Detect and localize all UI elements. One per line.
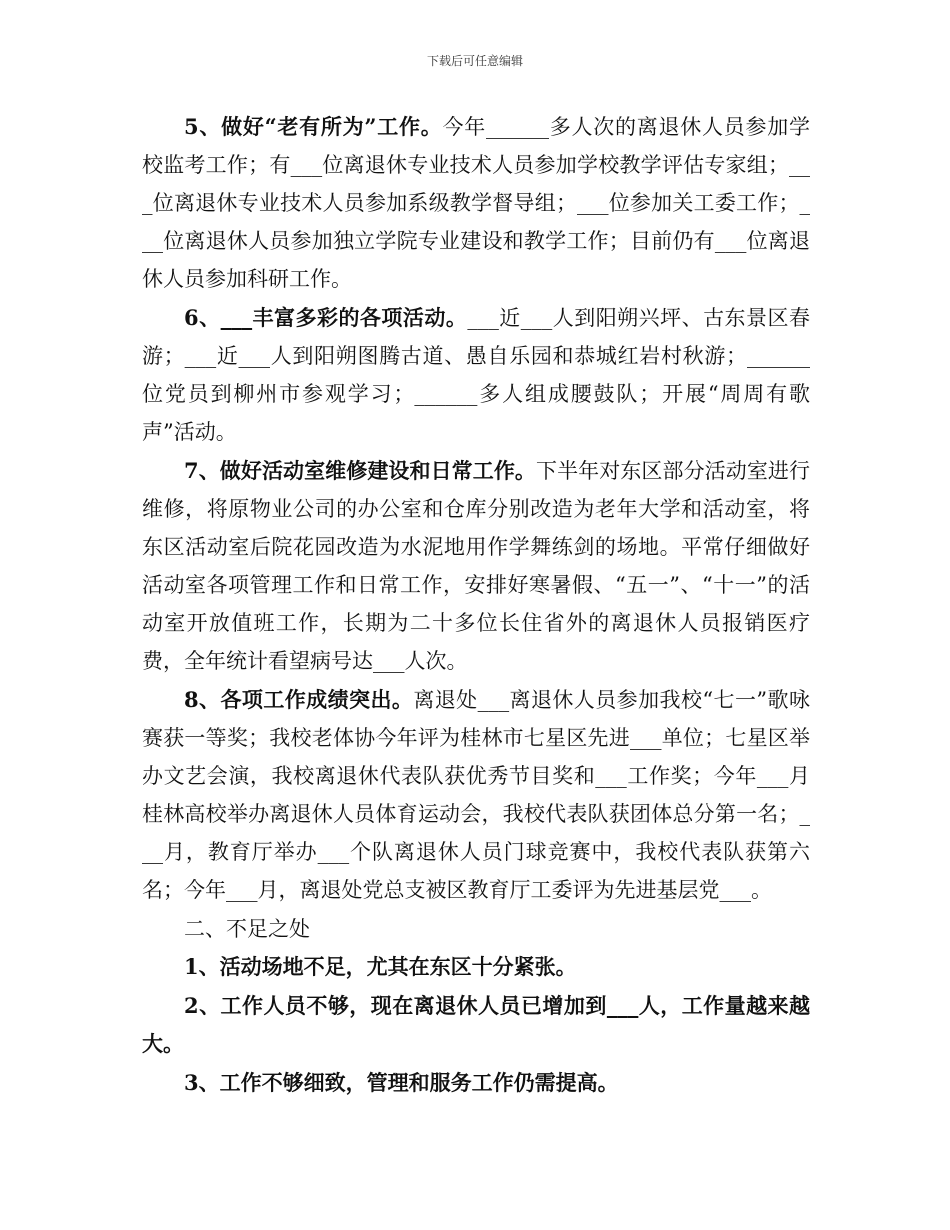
paragraph-text: 下半年对东区部分活动室进行维修，将原物业公司的办公室和仓库分别改造为老年大学和活动室，将东区活动室后院花园改造为水泥地用作学舞练剑的场地。平常仔细做好活动室各项管理工作和日常工作，安排好寒暑假、“五一”、“十一”的活动室开放值班工作，长期为二十多位长住省外的离退休人员报销医疗费，全年统计看望病号达___人次。: [142, 459, 810, 673]
shortcoming-item: 3、工作不够细致，管理和服务工作仍需提高。: [184, 1070, 619, 1095]
document-body: [142, 108, 810, 1103]
paragraph-lead: 5、做好“老有所为”工作。: [184, 114, 443, 139]
shortcoming-item: 2、工作人员不够，现在离退休人员已增加到___人，工作量越来越大。: [142, 993, 810, 1056]
page-header-note: 下载后可任意编辑: [426, 54, 523, 68]
paragraph-text: 离退处___离退休人员参加我校“七一”歌咏赛获一等奖；我校老体协今年评为桂林市七星区先进___单位；七星区举办文艺会演，我校离退休代表队获优秀节目奖和___工作奖；今年___月桂林高校举办离退休人员体育运动会，我校代表队获团体总分第一名；___月，教育厅举办___个队离退休人员门球竞赛中，我校代表队获第六名；今年___月，离退处党总支被区教育厅工委评为先进基层党___。: [142, 688, 810, 902]
paragraph-8: [142, 681, 810, 909]
paragraph-lead: 6、___丰富多彩的各项活动。: [184, 305, 468, 330]
paragraph-7: [142, 452, 810, 680]
paragraph-lead: 8、各项工作成绩突出。: [184, 687, 414, 712]
paragraph-text: 今年______多人次的离退休人员参加学校监考工作；有___位离退休专业技术人员参加学校教学评估专家组；___位离退休专业技术人员参加系级教学督导组；___位参加关工委工作；___位离退休人员参加独立学院专业建设和教学工作；目前仍有___位离退休人员参加科研工作。: [142, 115, 810, 291]
paragraph-text: ___近___人到阳朔兴坪、古东景区春游；___近___人到阳朔图腾古道、愚自乐园和恭城红岩村秋游；______位党员到柳州市参观学习；______多人组成腰鼓队；开展“周周有歌声”活动。: [142, 306, 810, 444]
paragraph-6: [142, 299, 810, 451]
paragraph-5: [142, 108, 810, 298]
section-title: 二、不足之处: [184, 917, 310, 941]
shortcoming-item: 1、活动场地不足，尤其在东区十分紧张。: [184, 954, 577, 979]
paragraph-lead: 7、做好活动室维修建设和日常工作。: [184, 458, 537, 483]
